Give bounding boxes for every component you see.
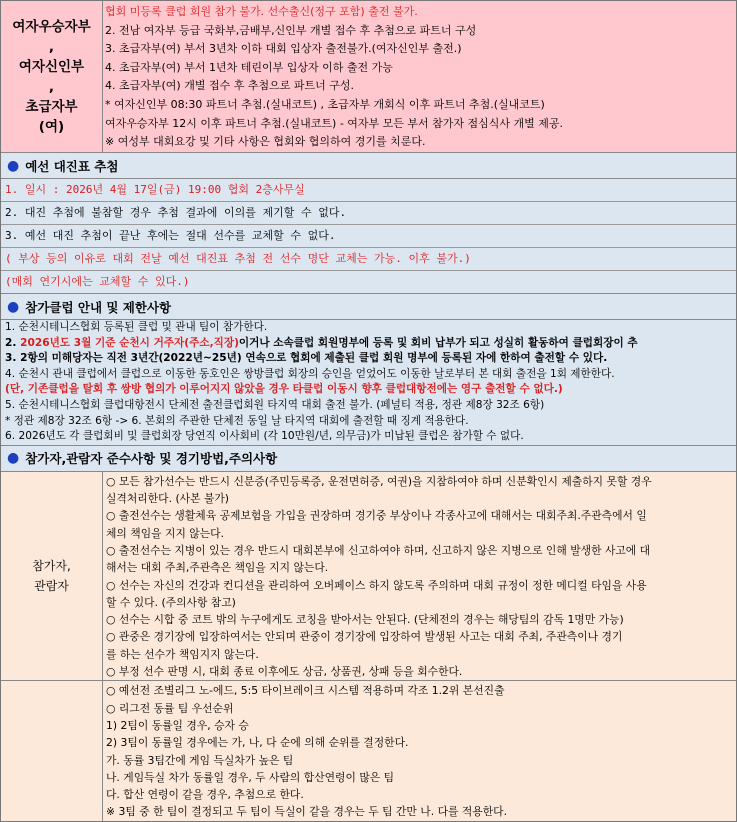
participant-rule-line: ○ 선수는 시합 중 코트 밖의 누구에게도 코칭을 받아서는 안된다. (단체전의 경우는 해당팀의 감독 1명만 가능) <box>106 613 624 627</box>
participant-rule-line: 해서는 대회 주최,주관측은 책임을 지지 않는다. <box>106 561 329 575</box>
division-rule-line: 3. 초급자부(여) 부서 3년차 이하 대회 입상자 출전불가.(여자신인부 출전.) <box>105 42 462 56</box>
bullet-icon: ● <box>7 450 20 467</box>
line-prefix: 2. <box>5 336 21 349</box>
participant-label-line: 참가자, <box>32 559 71 574</box>
club-rule-line: 5. 순천시테니스협회 클럽대항전시 단체전 출전클럽회원 타지역 대회 출전 불가. (페널티 적용, 정관 제8장 32조 6항) <box>5 398 545 411</box>
division-label-line: , <box>48 38 55 55</box>
participant-rule-line: ○ 선수는 자신의 건강과 컨디션을 관리하여 오버페이스 하지 않도록 주의하며 대회 규정이 정한 메디컬 타임을 사용 <box>106 578 647 592</box>
division-label-line: 여자우승자부 <box>12 18 91 35</box>
division-rule-line: 협회 미등록 클럽 회원 참가 불가. 선수출신(정구 포함) 출전 불가. <box>105 5 418 18</box>
section-title: 참가클럽 안내 및 제한사항 <box>25 299 172 315</box>
section-header-rules <box>1 446 736 472</box>
match-method-line: 나. 게임득실 차가 동률일 경우, 두 사람의 합산연령이 많은 팀 <box>106 770 395 784</box>
draw-rule-line: 3. 예선 대진 추첨이 끝난 후에는 절대 선수를 교체할 수 없다. <box>1 225 736 248</box>
participant-rule-line: 체의 책임을 지지 않는다. <box>106 526 225 540</box>
club-rule-line: * 정관 제8장 32조 6항 -> 6. 본회의 주관한 단체전 동일 날 타지역 대회에 출전할 때 징계 적용한다. <box>5 414 469 427</box>
division-label-line: 초급자부 <box>25 98 78 115</box>
division-label <box>1 1 103 152</box>
division-rule-line: 4. 초급자부(여) 부서 1년차 테린이부 입상자 이하 출전 가능 <box>105 60 393 74</box>
line-rest: 이거나 소속클럽 회원명부에 등록 및 회비 납부가 되고 성실히 활동하여 클럽회장이 추 <box>238 336 638 349</box>
highlight-text: 2026년도 3월 기준 순천시 거주자(주소,직장) <box>20 336 239 349</box>
participant-label <box>1 472 103 681</box>
club-rule-line <box>1 336 736 352</box>
section-header-draw <box>1 153 736 179</box>
participant-rules-body <box>103 472 736 681</box>
participant-rule-line: ○ 부정 선수 판명 시, 대회 종료 이후에도 상금, 상품권, 상패 등을 회수한다. <box>106 665 463 679</box>
match-method-body <box>103 681 736 820</box>
draw-rule-line: 2. 대진 추첨에 불참할 경우 추첨 결과에 이의를 제기할 수 없다. <box>1 202 736 225</box>
match-method-line: 가. 동률 3팀간에 게임 득실차가 높은 팀 <box>106 753 294 767</box>
draw-rule-line: (매회 연기시에는 교체할 수 있다.) <box>5 275 190 288</box>
section-title: 예선 대진표 추첨 <box>25 158 119 174</box>
participant-rule-line: ○ 모든 참가선수는 반드시 신분증(주민등록증, 운전면허증, 여권)을 지참하여야 하며 신분확인시 제출하지 못할 경우 <box>106 474 652 488</box>
bullet-icon: ● <box>7 298 20 315</box>
match-method-line: ※ 3팀 중 한 팀이 결정되고 두 팀이 득실이 같을 경우는 두 팀 간만 나. 다를 적용한다. <box>106 805 508 819</box>
section-header-club <box>1 294 736 320</box>
participant-rule-line: ○ 출전선수는 지병이 있는 경우 반드시 대회본부에 신고하여야 하며, 신고하지 않은 지병으로 인해 발생한 사고에 대 <box>106 543 651 557</box>
participant-rule-line: ○ 관중은 경기장에 입장하여서는 안되며 관중이 경기장에 입장하여 발생된 사고는 대회 주최, 주관측이나 경기 <box>106 630 623 644</box>
participant-label-line: 관람자 <box>34 579 69 594</box>
match-method-line: 다. 합산 연령이 같을 경우, 추첨으로 한다. <box>106 788 304 802</box>
bullet-icon: ● <box>7 157 20 174</box>
division-rule-line: 여자우승자부 12시 이후 파트너 추첨.(실내코트) - 여자부 모든 부서 참가자 점심식사 개별 제공. <box>105 116 564 130</box>
club-rule-line: 6. 2026년도 각 클럽회비 및 클럽회장 당연직 이사회비 (각 10만원/년, 의무금)가 미납된 클럽은 참가할 수 없다. <box>5 430 524 443</box>
match-method-line: ○ 예선전 조별리그 노-에드, 5:5 타이브레이크 시스템 적용하며 각조 1.2위 본선진출 <box>106 684 505 698</box>
division-label-line: (여) <box>38 118 65 135</box>
match-method-line: 1) 2팀이 동률일 경우, 승자 승 <box>106 718 249 732</box>
division-rule-line: ※ 여성부 대회요강 및 기타 사항은 협회와 협의하여 경기를 치룬다. <box>105 135 426 149</box>
match-method-line: 2) 3팀이 동률일 경우에는 가, 나, 다 순에 의해 순위를 결정한다. <box>106 736 409 750</box>
section-title: 참가자,관람자 준수사항 및 경기방법,주의사항 <box>25 451 278 467</box>
draw-rules <box>1 179 736 294</box>
womens-division-block <box>1 1 736 153</box>
participant-rule-line: 실격처리한다. (사본 불가) <box>106 492 230 506</box>
club-rule-line: 3. 2항의 미해당자는 직전 3년간(2022년~25년) 연속으로 협회에 제출된 클럽 회원 명부에 등록된 자에 한하여 출전할 수 있다. <box>5 352 608 365</box>
division-label-line: 여자신인부 <box>18 58 85 75</box>
match-method-line: ○ 리그전 동률 팀 우선순위 <box>106 701 234 715</box>
participant-rules <box>1 472 736 682</box>
club-rules <box>1 320 736 446</box>
club-rule-line: (단, 기존클럽을 탈회 후 쌍방 협의가 이루어지지 않았을 경우 타클럽 이동시 향후 클럽대항전에는 영구 출전할 수 없다.) <box>5 383 563 396</box>
participant-rule-line: 할 수 있다. (주의사항 참고) <box>106 595 236 609</box>
division-rule-line: 4. 초급자부(여) 개별 접수 후 추첨으로 파트너 구성. <box>105 79 354 93</box>
division-rule-line: 2. 전남 여자부 등급 국화부,금배부,신인부 개별 접수 후 추첨으로 파트너 구성 <box>105 23 477 37</box>
participant-rule-line: 를 하는 선수가 책임지지 않는다. <box>106 647 259 661</box>
club-rule-line: 1. 순천시테니스협회 등록된 클럽 및 관내 팀이 참가한다. <box>5 321 268 333</box>
draw-rule-line: 1. 일시 : 2026년 4월 17일(금) 19:00 협회 2층사무실 <box>1 179 736 202</box>
club-rule-line: 4. 순천시 관내 클럽에서 클럽으로 이동한 동호인은 쌍방클럽 회장의 승인을 얻었어도 이동한 날로부터 본 대회 출전을 1회 제한한다. <box>5 367 615 380</box>
match-method <box>1 681 736 820</box>
draw-rule-line: ( 부상 등의 이유로 대회 전날 예선 대진표 추첨 전 선수 명단 교체는 가능. 이후 불가.) <box>1 248 736 271</box>
participant-rule-line: ○ 출전선수는 생활체육 공제보험을 가입을 권장하며 경기중 부상이나 각종사고에 대해서는 대회주최.주관측에서 일 <box>106 509 647 523</box>
division-rule-line: * 여자신인부 08:30 파트너 추첨.(실내코트) , 초급자부 개회식 이후 파트너 추첨.(실내코트) <box>105 97 545 111</box>
division-rules <box>103 1 736 152</box>
match-method-label <box>1 681 103 820</box>
division-label-line: , <box>48 78 55 95</box>
